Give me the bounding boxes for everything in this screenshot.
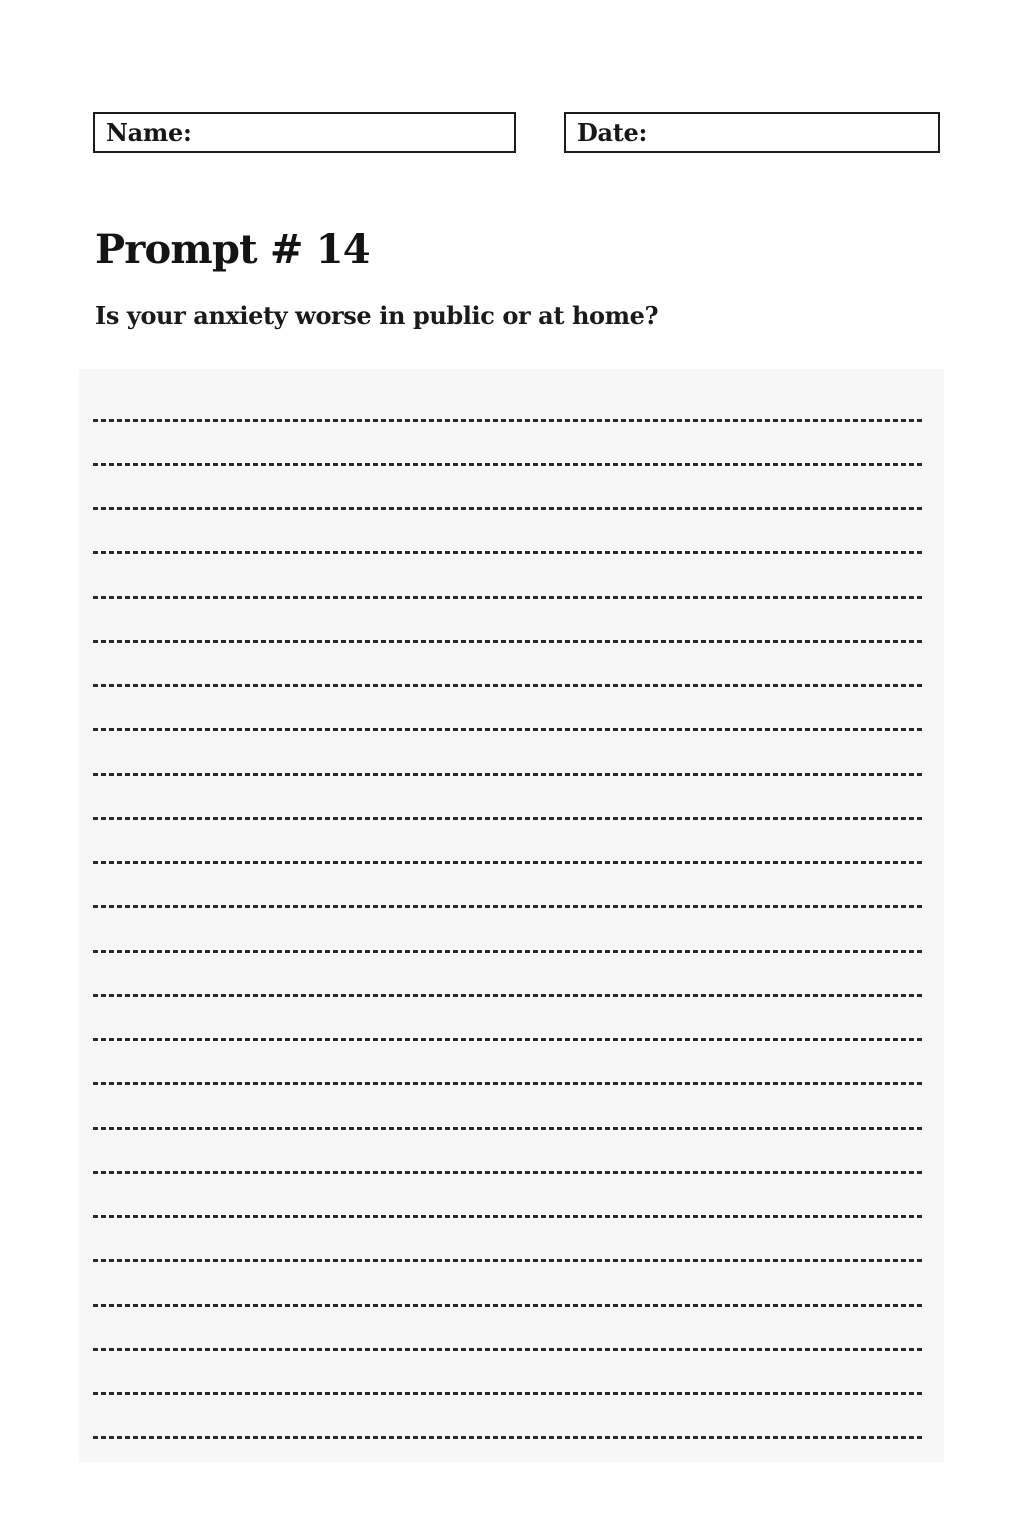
prompt-question: Is your anxiety worse in public or at home?	[95, 301, 659, 330]
writing-line	[93, 994, 922, 997]
writing-line	[93, 596, 922, 599]
writing-line	[93, 1038, 922, 1041]
writing-line	[93, 950, 922, 953]
writing-line	[93, 1436, 922, 1439]
writing-line	[93, 551, 922, 554]
writing-line	[93, 507, 922, 510]
writing-line	[93, 463, 922, 466]
writing-line	[93, 1304, 922, 1307]
writing-line	[93, 1215, 922, 1218]
name-field-box[interactable]	[93, 112, 516, 153]
writing-line	[93, 861, 922, 864]
writing-line	[93, 684, 922, 687]
writing-line	[93, 773, 922, 776]
name-label: Name:	[106, 117, 192, 147]
writing-line	[93, 728, 922, 731]
writing-line	[93, 1171, 922, 1174]
writing-line	[93, 1082, 922, 1085]
date-field-box[interactable]	[564, 112, 940, 153]
writing-line	[93, 1127, 922, 1130]
date-label: Date:	[577, 117, 648, 147]
writing-line	[93, 1392, 922, 1395]
writing-line	[93, 1259, 922, 1262]
writing-area[interactable]	[79, 369, 944, 1462]
writing-line	[93, 817, 922, 820]
writing-line	[93, 905, 922, 908]
writing-line	[93, 640, 922, 643]
writing-line	[93, 419, 922, 422]
writing-line	[93, 1348, 922, 1351]
prompt-title: Prompt # 14	[95, 226, 370, 273]
